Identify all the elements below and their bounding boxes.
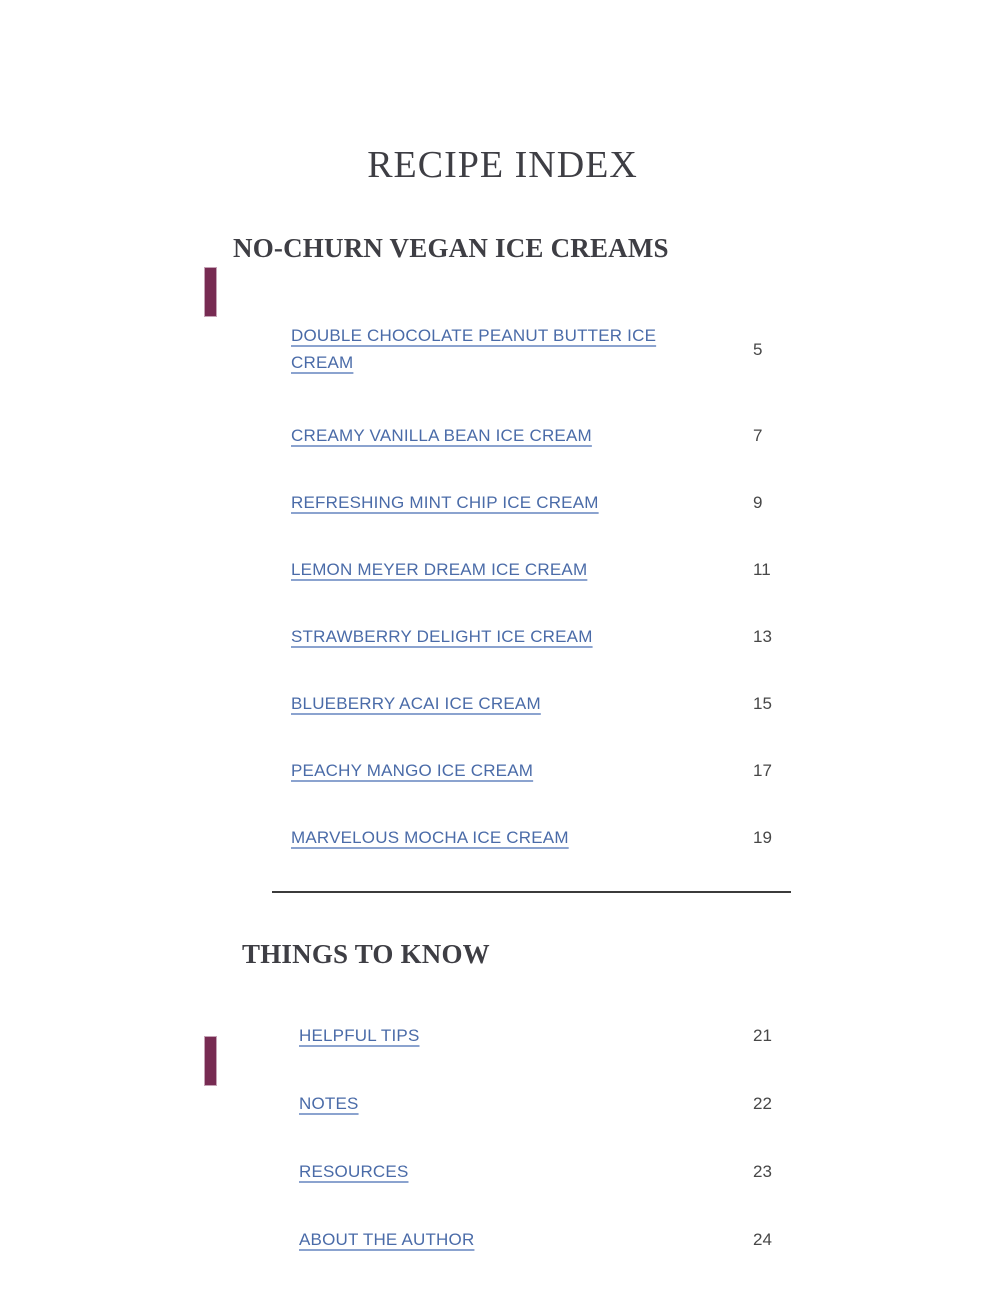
- accent-bar: [204, 267, 217, 317]
- recipe-link-lemon-meyer-dream[interactable]: LEMON MEYER DREAM ICE CREAM: [291, 560, 588, 580]
- toc-row: [291, 824, 779, 851]
- link-about-the-author[interactable]: ABOUT THE AUTHOR: [299, 1229, 475, 1249]
- page-number: 7: [753, 426, 763, 446]
- toc-row: [299, 1158, 779, 1185]
- recipe-link-double-chocolate-peanut-butter[interactable]: DOUBLE CHOCOLATE PEANUT BUTTER ICE CREAM: [291, 326, 657, 373]
- toc-list-ice-creams: [291, 322, 779, 851]
- recipe-link-strawberry-delight[interactable]: STRAWBERRY DELIGHT ICE CREAM: [291, 627, 593, 647]
- toc-row: [291, 556, 779, 583]
- toc-row: [291, 623, 779, 650]
- toc-row: [299, 1226, 779, 1253]
- section-no-churn-vegan-ice-creams: [0, 234, 1005, 851]
- toc-row: [299, 1022, 779, 1049]
- section-heading-things-to-know: THINGS TO KNOW: [242, 939, 490, 970]
- page-number: 23: [753, 1161, 772, 1181]
- page-number: 22: [753, 1093, 772, 1113]
- link-helpful-tips[interactable]: HELPFUL TIPS: [299, 1025, 420, 1045]
- toc-row: [291, 757, 779, 784]
- page-number: 24: [753, 1229, 772, 1249]
- link-resources[interactable]: RESOURCES: [299, 1161, 409, 1181]
- section-heading-no-churn-vegan-ice-creams: NO-CHURN VEGAN ICE CREAMS: [233, 233, 669, 263]
- section-divider: [272, 891, 791, 893]
- section-things-to-know: [0, 940, 1005, 1252]
- recipe-link-peachy-mango[interactable]: PEACHY MANGO ICE CREAM: [291, 761, 534, 781]
- toc-list-things-to-know: [299, 1022, 779, 1253]
- page-number: 11: [753, 560, 771, 580]
- page-number: 13: [753, 627, 772, 647]
- link-notes[interactable]: NOTES: [299, 1093, 359, 1113]
- page-number: 21: [753, 1025, 772, 1045]
- page-number: 17: [753, 761, 772, 781]
- page-title: RECIPE INDEX: [367, 144, 638, 186]
- toc-row: [291, 489, 779, 516]
- toc-row: [299, 1090, 779, 1117]
- recipe-link-blueberry-acai[interactable]: BLUEBERRY ACAI ICE CREAM: [291, 694, 541, 714]
- toc-row: [291, 422, 779, 449]
- toc-row: [291, 322, 779, 376]
- toc-row: [291, 690, 779, 717]
- page-number: 15: [753, 694, 772, 714]
- page-number: 19: [753, 828, 772, 848]
- page-number: 5: [753, 339, 763, 359]
- recipe-link-refreshing-mint-chip[interactable]: REFRESHING MINT CHIP ICE CREAM: [291, 493, 599, 513]
- recipe-link-marvelous-mocha[interactable]: MARVELOUS MOCHA ICE CREAM: [291, 828, 569, 848]
- recipe-link-creamy-vanilla-bean[interactable]: CREAMY VANILLA BEAN ICE CREAM: [291, 426, 592, 446]
- accent-bar: [204, 1036, 217, 1086]
- page-number: 9: [753, 493, 763, 513]
